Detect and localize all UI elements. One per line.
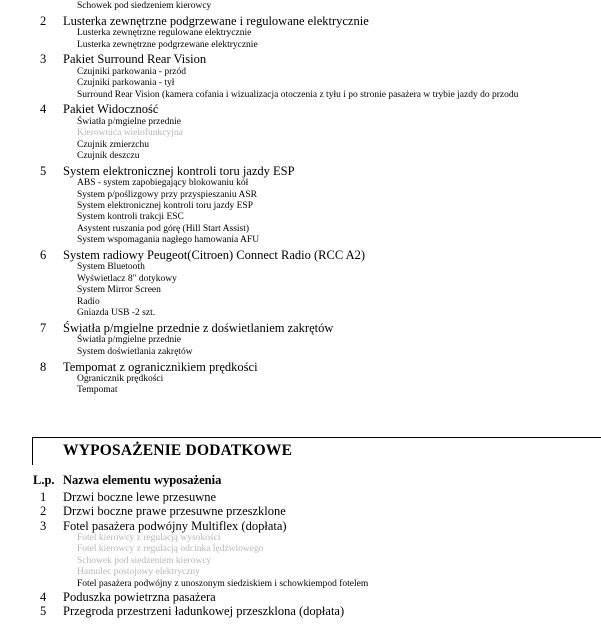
- item-number: 2: [40, 13, 47, 28]
- sub-item: Hamulec postojowy elektryczny: [77, 567, 200, 578]
- sub-item: Gniazda USB -2 szt.: [77, 308, 156, 319]
- item-number: 6: [40, 248, 47, 263]
- sub-item: System Bluetooth: [77, 262, 145, 273]
- sub-item: Czujnik deszczu: [77, 151, 140, 161]
- sub-item: Wyświetlacz 8" dotykowy: [77, 273, 177, 284]
- sub-item: Schowek pod siedzeniem kierowcy: [77, 555, 212, 566]
- item-title: Poduszka powietrzna pasażera: [63, 590, 216, 605]
- sub-item: Fotel pasażera podwójny z unoszonym siedziskiem i schowkiempod fotelem: [77, 578, 369, 589]
- sub-item: Fotel kierowcy z regulacją odcinka lędźwiowego: [77, 544, 264, 555]
- item-number: 8: [40, 359, 47, 374]
- sub-item: Ogranicznik prędkości: [77, 373, 164, 384]
- item-number: 5: [40, 163, 47, 178]
- sub-item: Schowek pod siedzeniem kierowcy: [77, 1, 212, 11]
- item-number: 3: [40, 518, 47, 533]
- sub-item: Światła p/mgielne przednie: [77, 335, 181, 346]
- item-title: Fotel pasażera podwójny Multiflex (dopłata): [63, 518, 287, 533]
- item-title: Pakiet Surround Rear Vision: [63, 52, 207, 67]
- sub-item: Czujniki parkowania - tył: [77, 78, 175, 89]
- item-number: 4: [40, 102, 47, 117]
- sub-item: ABS - system zapobiegający blokowaniu kół: [77, 178, 249, 189]
- sub-item: Surround Rear Vision (kamera cofania i wizualizacja otoczenia z tyłu i po stronie pasażera w trybie jazdy do przodu: [77, 89, 519, 100]
- column-header-name: Nazwa elementu wyposażenia: [63, 473, 222, 487]
- column-header-number: L.p.: [33, 473, 55, 487]
- item-number: 1: [40, 490, 47, 504]
- sub-item: Lusterka zewnętrzne regulowane elektrycznie: [77, 28, 252, 39]
- item-number: 2: [40, 504, 47, 519]
- sub-item: Kierownica wielofunkcyjna: [77, 128, 183, 139]
- sub-item: System kontroli trakcji ESC: [77, 212, 184, 223]
- sub-item: Czujniki parkowania - przód: [77, 66, 186, 77]
- item-title: Drzwi boczne prawe przesuwne przeszklone: [63, 504, 286, 519]
- item-title: Drzwi boczne lewe przesuwne: [63, 490, 217, 504]
- item-title: Lusterka zewnętrzne podgrzewane i regulowane elektrycznie: [63, 13, 369, 28]
- item-number: 3: [40, 52, 47, 67]
- sub-item: System wspomagania nagłego hamowania AFU: [77, 235, 260, 246]
- item-title: System radiowy Peugeot(Citroen) Connect Radio (RCC A2): [63, 248, 366, 263]
- sub-item: Radio: [77, 296, 100, 307]
- item-title: Światła p/mgielne przednie z doświetlaniem zakrętów: [63, 321, 334, 336]
- sub-item: Tempomat: [77, 385, 118, 396]
- item-title: Pakiet Widoczność: [63, 102, 159, 117]
- item-title: Przegroda przestrzeni ładunkowej przeszklona (dopłata): [63, 604, 345, 619]
- item-title: Tempomat z ogranicznikiem prędkości: [63, 359, 258, 374]
- sub-item: System p/poślizgowy przy przyspieszaniu ASR: [77, 189, 257, 200]
- sub-item: Fotel kierowcy z regulacją wysokości: [77, 532, 221, 543]
- sub-item: Czujnik zmierzchu: [77, 139, 150, 150]
- sub-item: System doświetlania zakrętów: [77, 346, 193, 357]
- item-title: System elektronicznej kontroli toru jazdy ESP: [63, 163, 295, 178]
- extra-equipment-heading: WYPOSAŻENIE DODATKOWE: [63, 442, 293, 459]
- sub-item: Asystent ruszania pod górę (Hill Start Assist): [77, 223, 250, 234]
- sub-item: System Mirror Screen: [77, 285, 161, 296]
- sub-item: Światła p/mgielne przednie: [77, 116, 181, 127]
- item-number: 5: [40, 604, 47, 619]
- sub-item: Lusterka zewnętrzne podgrzewane elektrycznie: [77, 39, 258, 50]
- item-number: 4: [40, 590, 47, 605]
- sub-item: System elektronicznej kontroli toru jazdy ESP: [77, 201, 253, 211]
- item-number: 7: [40, 321, 47, 336]
